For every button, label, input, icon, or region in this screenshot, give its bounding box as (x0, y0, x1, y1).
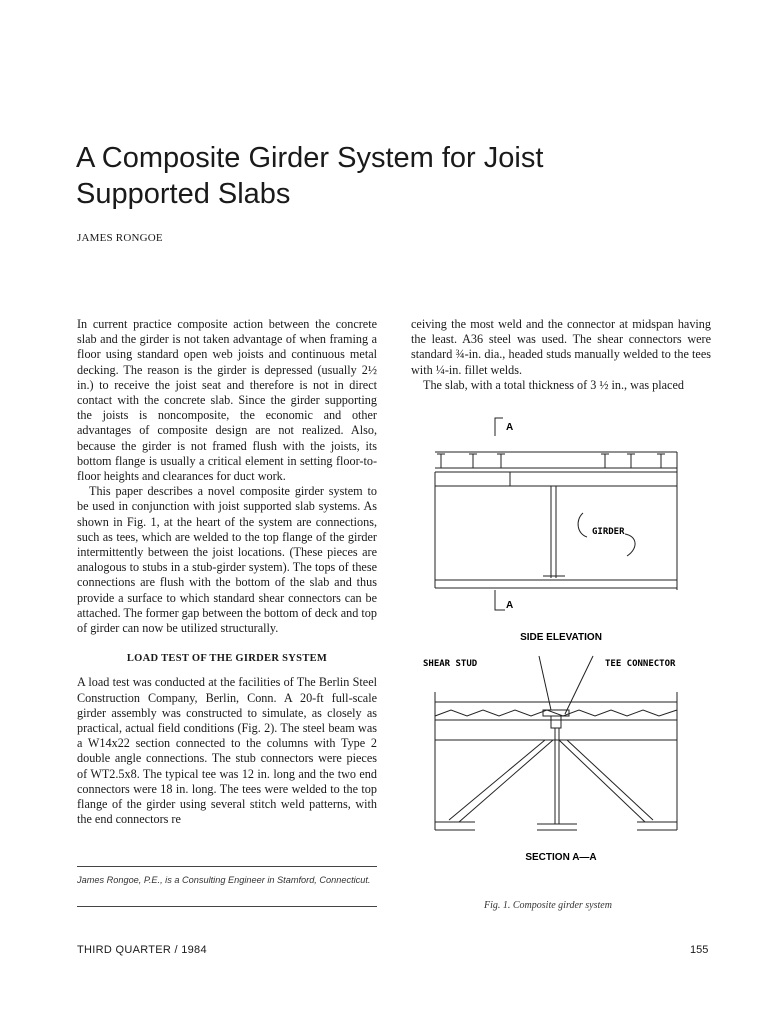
figure-1-drawing (415, 410, 695, 860)
footnote-rule-top (77, 866, 377, 867)
article-title-line1: A Composite Girder System for Joist (76, 142, 544, 174)
girder-callout-bracket (578, 513, 587, 537)
girder-label: GIRDER (592, 527, 625, 537)
section-cut-marker-top (495, 418, 503, 436)
right-paragraph-2: The slab, with a total thickness of 3 ½ in., was placed (423, 377, 684, 392)
shear-stud-marks (437, 454, 665, 468)
article-title (76, 140, 696, 212)
right-column (411, 317, 711, 393)
body-paragraph-3: A load test was conducted at the facilities of The Berlin Steel Construction Company, Berlin, Conn. A 20-ft full-scale girder assembly was constructed to simulate, as closely as practical, actual field conditions (Fig. 2). The steel beam was a W14x22 section connected to the columns with Type 2 double angle connections. The stub connectors were pieces of WT2.5x8. The typical tee was 12 in. long and the two end connectors were 18 in. long. The tees were welded to the top flange of the girder using several stitch weld patterns, with the end connectors re (77, 675, 377, 827)
girder-callout-arrow (625, 534, 635, 556)
section-heading-load-test: LOAD TEST OF THE GIRDER SYSTEM (126, 653, 328, 665)
author-byline: JAMES RONGOE (77, 232, 163, 244)
page-number: 155 (690, 944, 709, 956)
side-elevation-label: SIDE ELEVATION (520, 632, 602, 643)
article-title-line2: Supported Slabs (76, 178, 291, 210)
tee-connector-leader (565, 656, 593, 714)
intro-paragraph: In current practice composite action between the concrete slab and the girder is not taken advantage of when framing a floor using standard open web joists and continuous metal decking. The reason is the girder is depressed (usually 2½ in.) to receive the joist seat and therefore is not in direct contact with the concrete slab. Since the girder supporting the joists is noncomposite, the economic and other advantages of composite design are not realized. Also, because the girder is not framed flush with the joists, its bottom flange is usually a critical element in setting floor-to-floor heights and clearances for duct work. (77, 317, 377, 484)
section-aa-label: SECTION A—A (525, 852, 597, 860)
tee-connector-label: TEE CONNECTOR (605, 659, 676, 669)
issue-footer: THIRD QUARTER / 1984 (77, 944, 207, 956)
author-footnote: James Rongoe, P.E., is a Consulting Engineer in Stamford, Connecticut. (77, 875, 371, 885)
right-paragraph-1: ceiving the most weld and the connector at midspan having the least. A36 steel was used. The shear connectors were standard ¾-in. dia., headed studs manually welded to the tees with ¼-in. fillet welds. (411, 317, 711, 377)
footnote-rule-bottom (77, 906, 377, 907)
section-marker-bottom-label: A (506, 600, 514, 611)
body-paragraph-2: This paper describes a novel composite girder system to be used in conjunction with joist supported slab systems. As shown in Fig. 1, at the heart of the system are connections, such as tees, which are welded to the top flange of the girder intermittently between the joist locations. (These pieces are analogous to stubs in a stub-girder system). The tops of these connections are flush with the bottom of the slab and thus provide a surface to which standard shear connectors can be attached. The former gap between the bottom of deck and top of girder can now be utilized structurally. (77, 484, 377, 636)
left-column (77, 317, 377, 828)
shear-stud-label: SHEAR STUD (423, 659, 478, 669)
section-marker-top-label: A (506, 422, 514, 433)
section-cut-marker-bottom (495, 590, 505, 610)
figure-caption: Fig. 1. Composite girder system (484, 900, 612, 911)
